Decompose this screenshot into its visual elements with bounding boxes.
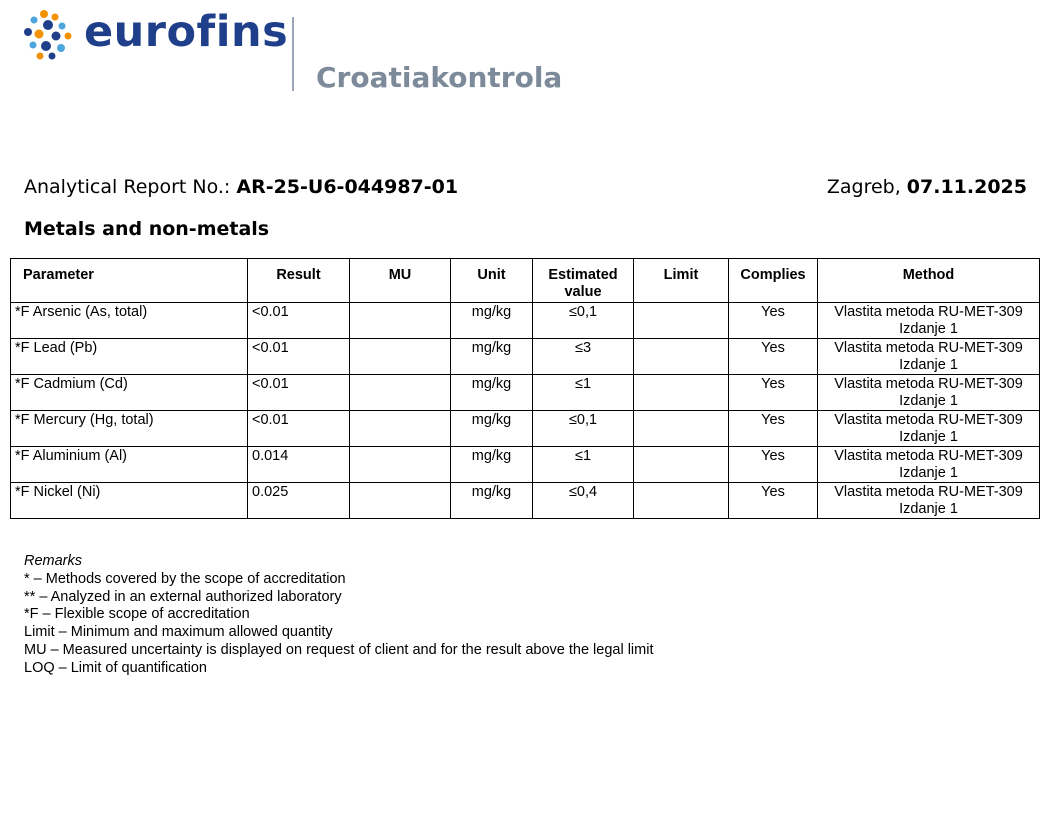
method-line2: Izdanje 1 bbox=[899, 429, 958, 445]
cell-parameter: *F Lead (Pb) bbox=[11, 339, 248, 375]
cell-estimated: ≤3 bbox=[533, 339, 634, 375]
method-line2: Izdanje 1 bbox=[899, 465, 958, 481]
cell-unit: mg/kg bbox=[451, 375, 533, 411]
sub-brand-name: Croatiakontrola bbox=[316, 61, 563, 94]
header-method: Method bbox=[818, 259, 1040, 303]
logo-divider bbox=[292, 17, 294, 91]
eurofins-logo-icon bbox=[22, 8, 74, 60]
table-row bbox=[11, 303, 1040, 339]
cell-limit bbox=[634, 411, 729, 447]
method-line2: Izdanje 1 bbox=[899, 393, 958, 409]
table-row bbox=[11, 411, 1040, 447]
cell-limit bbox=[634, 303, 729, 339]
method-line1: Vlastita metoda RU-MET-309 bbox=[834, 340, 1023, 356]
cell-complies: Yes bbox=[729, 447, 818, 483]
method-line2: Izdanje 1 bbox=[899, 357, 958, 373]
remark-line: MU – Measured uncertainty is displayed on request of client and for the result above the legal limit bbox=[24, 641, 654, 658]
report-place: Zagreb, bbox=[826, 176, 907, 198]
cell-complies: Yes bbox=[729, 483, 818, 519]
cell-mu bbox=[350, 483, 451, 519]
table-header-row bbox=[11, 259, 1040, 303]
cell-parameter: *F Aluminium (Al) bbox=[11, 447, 248, 483]
table-row bbox=[11, 375, 1040, 411]
header-unit: Unit bbox=[451, 259, 533, 303]
cell-result: <0.01 bbox=[248, 375, 350, 411]
method-line1: Vlastita metoda RU-MET-309 bbox=[834, 304, 1023, 320]
cell-method bbox=[818, 339, 1040, 375]
results-table bbox=[10, 258, 1040, 519]
method-line2: Izdanje 1 bbox=[899, 501, 958, 517]
cell-unit: mg/kg bbox=[451, 411, 533, 447]
cell-result: 0.014 bbox=[248, 447, 350, 483]
cell-method bbox=[818, 411, 1040, 447]
cell-estimated: ≤0,1 bbox=[533, 303, 634, 339]
cell-complies: Yes bbox=[729, 411, 818, 447]
cell-parameter: *F Mercury (Hg, total) bbox=[11, 411, 248, 447]
header-mu: MU bbox=[350, 259, 451, 303]
table-row bbox=[11, 483, 1040, 519]
cell-complies: Yes bbox=[729, 303, 818, 339]
cell-unit: mg/kg bbox=[451, 483, 533, 519]
header-parameter: Parameter bbox=[11, 259, 248, 303]
header-estimated-line2: value bbox=[564, 284, 602, 300]
cell-limit bbox=[634, 483, 729, 519]
cell-method bbox=[818, 375, 1040, 411]
cell-mu bbox=[350, 339, 451, 375]
header-estimated-line1: Estimated bbox=[548, 267, 618, 283]
cell-limit bbox=[634, 375, 729, 411]
cell-mu bbox=[350, 447, 451, 483]
report-place-date bbox=[827, 174, 1027, 200]
cell-limit bbox=[634, 339, 729, 375]
cell-result: <0.01 bbox=[248, 411, 350, 447]
remark-line: *F – Flexible scope of accreditation bbox=[24, 606, 250, 623]
method-line1: Vlastita metoda RU-MET-309 bbox=[834, 412, 1023, 428]
cell-parameter: *F Nickel (Ni) bbox=[11, 483, 248, 519]
logo-wordmark: eurofins bbox=[84, 7, 289, 57]
table-row bbox=[11, 339, 1040, 375]
cell-estimated: ≤1 bbox=[533, 375, 634, 411]
cell-parameter: *F Cadmium (Cd) bbox=[11, 375, 248, 411]
cell-estimated: ≤0,1 bbox=[533, 411, 634, 447]
cell-method bbox=[818, 447, 1040, 483]
cell-estimated: ≤0,4 bbox=[533, 483, 634, 519]
report-number: AR-25-U6-044987-01 bbox=[236, 176, 459, 198]
cell-unit: mg/kg bbox=[451, 303, 533, 339]
cell-mu bbox=[350, 303, 451, 339]
cell-complies: Yes bbox=[729, 375, 818, 411]
method-line1: Vlastita metoda RU-MET-309 bbox=[834, 484, 1023, 500]
report-number-label: Analytical Report No.: bbox=[24, 176, 237, 198]
cell-result: <0.01 bbox=[248, 339, 350, 375]
method-line2: Izdanje 1 bbox=[899, 321, 958, 337]
remark-line: Limit – Minimum and maximum allowed quantity bbox=[24, 624, 333, 641]
cell-result: 0.025 bbox=[248, 483, 350, 519]
remark-line: ** – Analyzed in an external authorized laboratory bbox=[24, 588, 342, 605]
header-complies: Complies bbox=[729, 259, 818, 303]
remark-line: * – Methods covered by the scope of accreditation bbox=[24, 570, 346, 587]
cell-mu bbox=[350, 411, 451, 447]
cell-parameter: *F Arsenic (As, total) bbox=[11, 303, 248, 339]
method-line1: Vlastita metoda RU-MET-309 bbox=[834, 448, 1023, 464]
table-row bbox=[11, 447, 1040, 483]
remark-line: LOQ – Limit of quantification bbox=[24, 659, 207, 676]
cell-limit bbox=[634, 447, 729, 483]
header-result: Result bbox=[248, 259, 350, 303]
remarks-section bbox=[24, 553, 653, 678]
cell-unit: mg/kg bbox=[451, 339, 533, 375]
cell-estimated: ≤1 bbox=[533, 447, 634, 483]
cell-method bbox=[818, 483, 1040, 519]
cell-complies: Yes bbox=[729, 339, 818, 375]
header-limit: Limit bbox=[634, 259, 729, 303]
method-line1: Vlastita metoda RU-MET-309 bbox=[834, 376, 1023, 392]
cell-unit: mg/kg bbox=[451, 447, 533, 483]
cell-mu bbox=[350, 375, 451, 411]
cell-method bbox=[818, 303, 1040, 339]
cell-result: <0.01 bbox=[248, 303, 350, 339]
header-estimated-value bbox=[533, 259, 634, 303]
section-title: Metals and non-metals bbox=[24, 218, 270, 240]
remarks-title: Remarks bbox=[24, 553, 83, 569]
report-date: 07.11.2025 bbox=[906, 176, 1027, 198]
report-number-line bbox=[24, 174, 458, 200]
